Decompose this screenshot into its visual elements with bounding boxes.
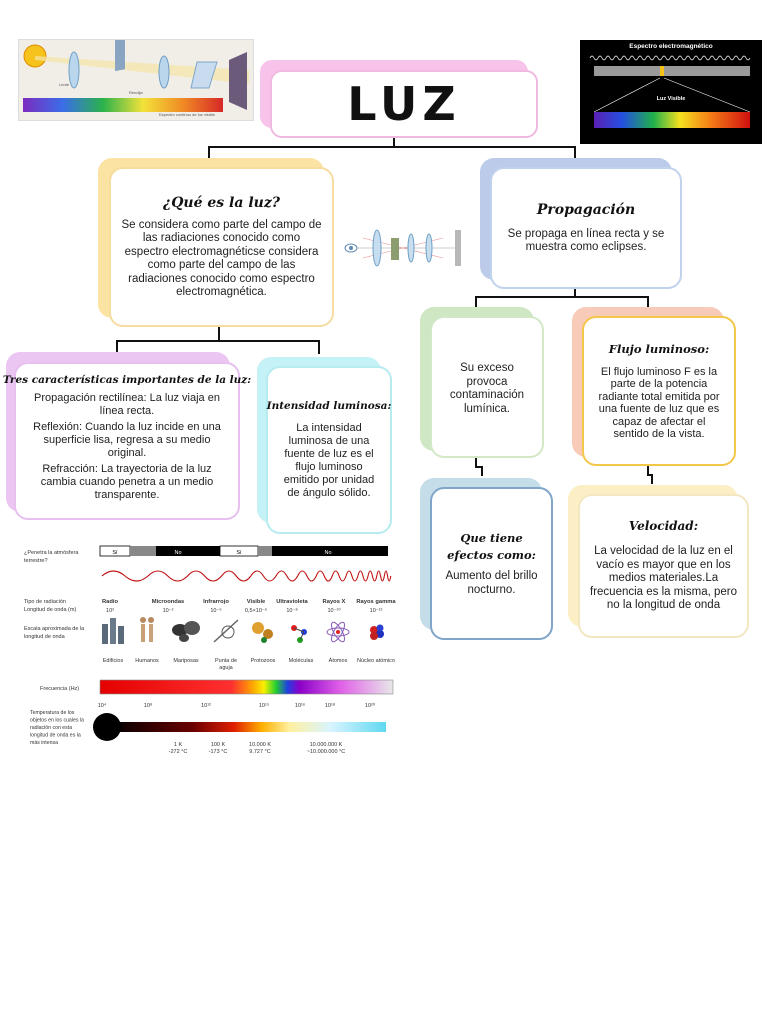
wavelength-value: 10⁻⁵	[210, 608, 222, 614]
temperature-c: 9.727 °C	[249, 749, 271, 755]
scale-item: Humanos	[135, 658, 159, 664]
temperature-c: ~10.000.000 °C	[306, 749, 346, 755]
temperature-label: más intensa	[30, 740, 58, 746]
frequency-value: 10⁴	[97, 703, 107, 709]
efectos-heading: Que tiene efectos como:	[447, 531, 536, 562]
intensidad-heading: Intensidad luminosa:	[266, 400, 392, 412]
optics-lens-image	[343, 222, 465, 274]
wavelength-value: 10⁻¹⁰	[327, 608, 341, 614]
caracteristica-item: Propagación rectilínea: La luz viaja en línea recta.	[34, 392, 220, 417]
que-es-heading: ¿Qué es la luz?	[163, 194, 280, 211]
atom-icon	[327, 620, 349, 643]
spectrum-title: Espectro electromagnético	[629, 43, 713, 50]
wavelength-value: 10³	[106, 608, 114, 614]
efectos-card	[430, 487, 553, 640]
scale-item: Punta de	[214, 658, 238, 664]
wavelength-value: 10⁻¹²	[369, 608, 383, 614]
scale-label: Escala aproximada de la	[24, 626, 85, 632]
frequency-value: 10¹⁵	[258, 703, 270, 709]
visible-light-label: Luz Visible	[656, 96, 686, 102]
wavelength-value: 10⁻²	[162, 608, 174, 614]
efectos-text: Aumento del brillo nocturno.	[445, 570, 538, 596]
svg-text:Lente: Lente	[59, 82, 70, 87]
caracteristicas-card	[2, 362, 252, 520]
wavelength-value: 10⁻⁸	[286, 608, 298, 614]
frequency-value: 10¹⁶	[294, 703, 306, 709]
flujo-card	[582, 316, 736, 466]
radiation-type: Microondas	[151, 599, 185, 605]
temperature-label: Temperatura de los	[30, 710, 75, 716]
type-label: Tipo de radiación	[24, 599, 66, 605]
page-title: LUZ	[347, 77, 461, 131]
frequency-value: 10⁸	[143, 703, 153, 709]
caracteristicas-heading: Tres características importantes de la luz:	[2, 374, 252, 386]
velocidad-text: La velocidad de la luz en el vacío es mayor que en los medios materiales.La frecuencia es la misma, pero no la longitud de onda	[590, 545, 738, 612]
temperature-c: -173 °C	[208, 749, 228, 755]
velocidad-heading: Velocidad:	[628, 519, 699, 534]
propagacion-card	[490, 167, 682, 289]
electromagnetic-chart	[10, 540, 400, 765]
exceso-text: Su exceso provoca contaminación lumínica.	[449, 362, 525, 415]
frequency-label: Frecuencia (Hz)	[40, 686, 80, 692]
caracteristica-item: Refracción: La trayectoria de la luz cambia cuando penetra a un medio transparente.	[40, 463, 214, 501]
nucleus-icon	[370, 625, 384, 641]
protozoa-icon	[252, 622, 273, 643]
radiation-type: Ultravioleta	[276, 599, 308, 605]
temperature-k: 10.000 K	[248, 742, 272, 748]
temperature-label: objetos en los cuales la	[30, 717, 84, 724]
scale-label: longitud de onda	[24, 634, 65, 640]
electromagnetic-spectrum-image	[580, 40, 762, 144]
atmosphere-value: Sí	[112, 550, 118, 556]
needle-icon	[214, 620, 238, 642]
frequency-value: 10²⁰	[364, 703, 376, 709]
propagacion-heading: Propagación	[536, 201, 636, 218]
intensidad-card	[266, 366, 392, 534]
atmosphere-value: No	[174, 550, 182, 556]
atmosphere-value: No	[324, 550, 332, 556]
scale-item: Núcleo atómico	[357, 658, 395, 664]
frequency-value: 10¹²	[201, 703, 211, 709]
exceso-card	[430, 316, 544, 458]
wavelength-label: Longitud de onda (m)	[24, 607, 77, 613]
wavelength-value: 0,5×10⁻⁶	[244, 608, 268, 614]
flujo-heading: Flujo luminoso:	[608, 341, 710, 356]
temperature-label: longitud de onda es la	[30, 732, 81, 739]
butterfly-icon	[172, 621, 200, 642]
atmosphere-value: Sí	[236, 550, 242, 556]
radiation-type: Radio	[101, 599, 119, 605]
velocidad-card	[578, 494, 749, 638]
scale-item: Protozoos	[250, 658, 276, 664]
que-es-card	[109, 167, 334, 327]
scale-item: Mariposas	[173, 658, 199, 664]
propagacion-text: Se propaga en línea recta y se muestra como eclipses.	[507, 227, 665, 253]
building-icon	[102, 618, 124, 644]
scale-item: aguja	[219, 665, 233, 671]
radiation-type: Visible	[246, 599, 266, 605]
scale-item: Moléculas	[288, 658, 314, 664]
temperature-k: 1 K	[173, 742, 183, 748]
temperature-k: 100 K	[210, 742, 226, 748]
flujo-text: El flujo luminoso F es la parte de la potencia radiante total emitida por una fuente de luz que es capaz de afectar el sentido de la vista.	[598, 365, 720, 440]
temperature-c: -272 °C	[168, 749, 188, 755]
scale-item: Átomos	[328, 658, 348, 664]
intensidad-text: La intensidad luminosa de una fuente de luz es el flujo luminoso emitido por unidad de ángulo sólido.	[283, 422, 375, 499]
temperature-label: radiación con esta	[30, 725, 73, 731]
title-card	[270, 70, 538, 138]
radiation-type: Infrarrojo	[203, 599, 229, 605]
que-es-text: Se considera como parte del campo de las radiaciones conocido como espectro electromagnéticse considera como parte del campo de las radiaciones conocido como espectro electromagnética.	[121, 218, 322, 298]
temperature-k: 10.000.000 K	[309, 742, 343, 748]
atmosphere-label: terrestre?	[24, 558, 48, 564]
caracteristica-item: Reflexión: Cuando la luz incide en una superficie lisa, regresa a su medio original.	[33, 421, 221, 459]
radiation-type: Rayos gamma	[356, 599, 396, 605]
human-icon	[140, 617, 154, 642]
svg-text:Espectro continuo de luz visib: Espectro continuo de luz visible	[159, 112, 216, 117]
scale-item: Edificios	[102, 658, 124, 664]
frequency-value: 10¹⁸	[324, 703, 336, 709]
svg-text:Rendija: Rendija	[129, 90, 143, 95]
radiation-type: Rayos X	[322, 599, 346, 605]
atmosphere-label: ¿Penetra la atmósfera	[24, 550, 79, 556]
prism-dispersion-image	[18, 39, 254, 121]
molecule-icon	[291, 625, 307, 643]
